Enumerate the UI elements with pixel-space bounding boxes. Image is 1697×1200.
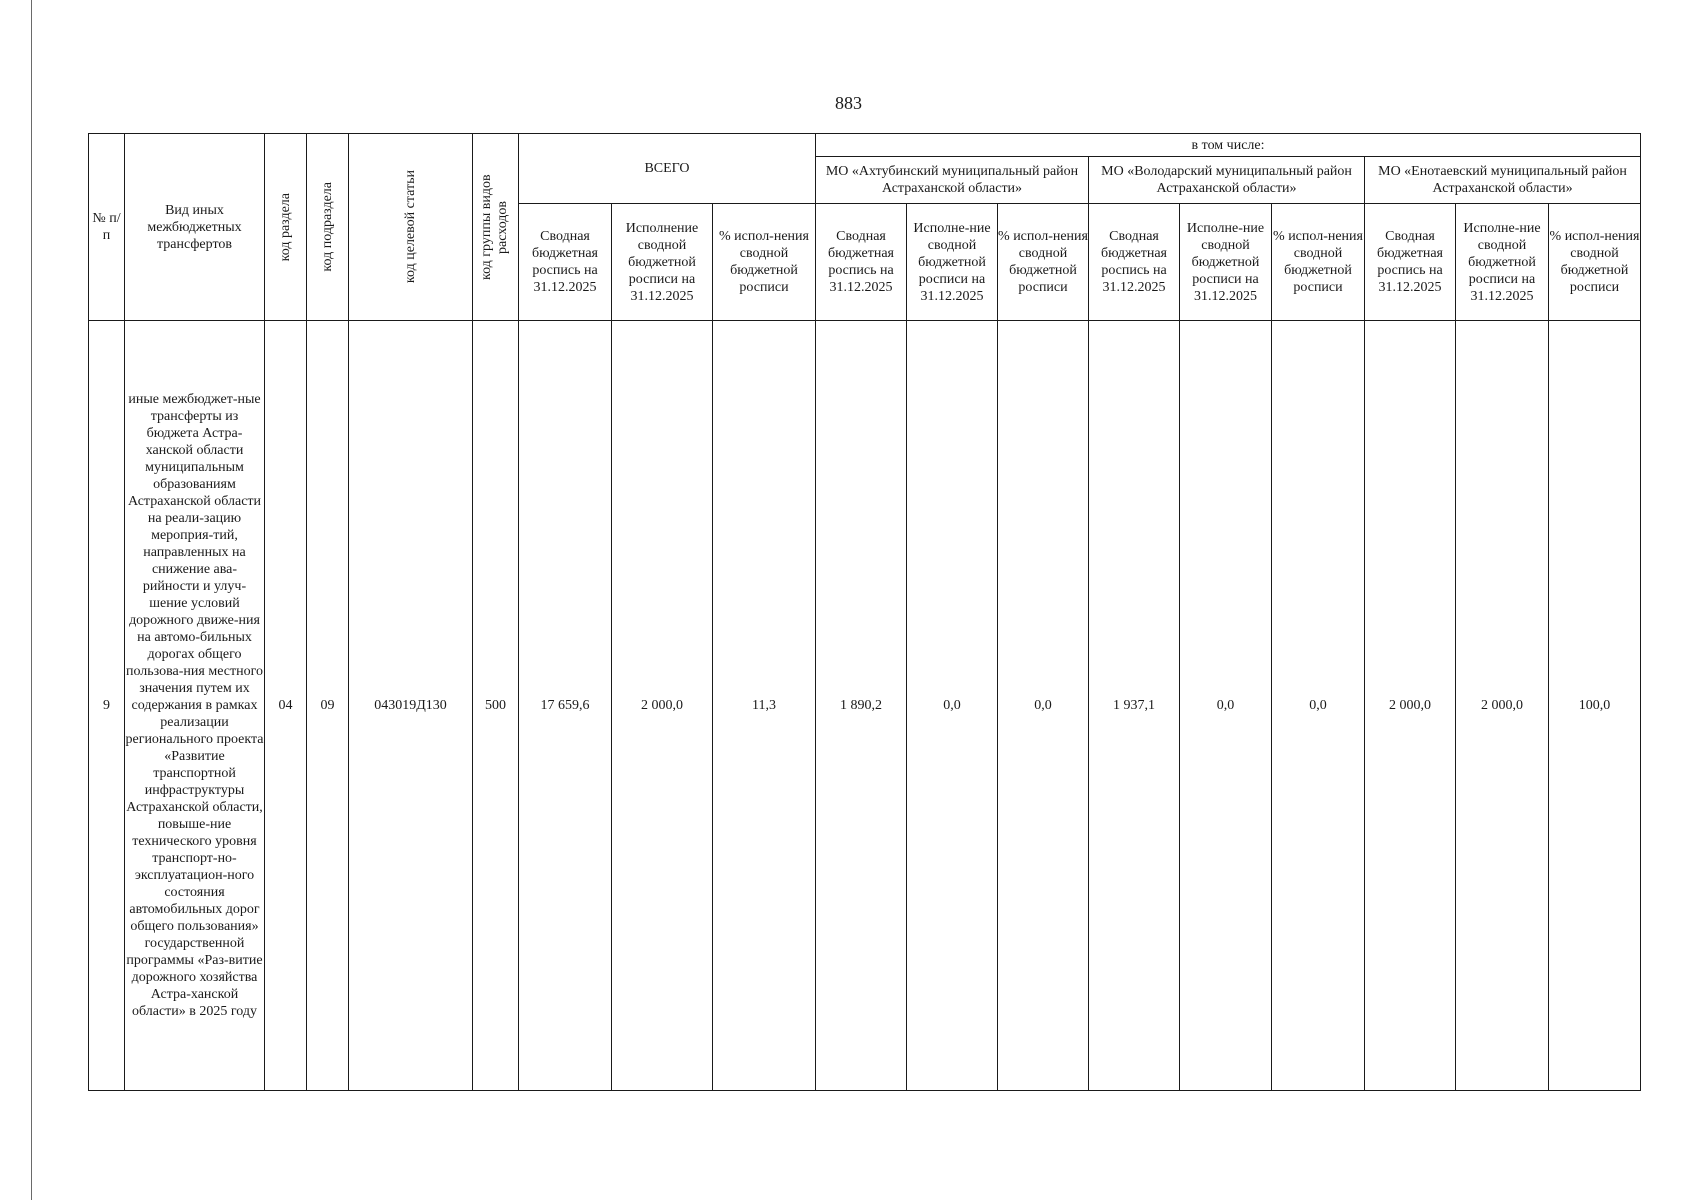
header-mo2-pct: % испол-нения сводной бюджетной росписи — [1272, 204, 1365, 321]
header-mo3-pct: % испол-нения сводной бюджетной росписи — [1549, 204, 1641, 321]
budget-table — [88, 133, 1641, 1091]
row-description: иные межбюджет-ные трансферты из бюджета Астра-ханской области муниципальным образованиям Астраханской области на реали-зацию мероприя-тий, направленных на снижение ава-рийности и улуч-шение условий дорожного движе-ния на автомо-бильных дорогах общего пользова-ния местного значения путем их содержания в рамках реализации регионального проекта «Развитие транспортной инфраструктуры Астраханской области, повыше-ние технического уровня транспорт-но-эксплуатацион-ного состояния автомобильных дорог общего пользования» государственной программы «Раз-витие дорожного хозяйства Астра-ханской области» в 2025 году — [125, 321, 265, 1091]
header-total-plan: Сводная бюджетная роспись на 31.12.2025 — [519, 204, 612, 321]
row-mo3-pct: 100,0 — [1549, 321, 1641, 1091]
header-section-code-label: код раздела — [278, 192, 293, 262]
table-row — [89, 321, 1641, 1091]
header-mo1-plan: Сводная бюджетная роспись на 31.12.2025 — [816, 204, 907, 321]
header-total-pct: % испол-нения сводной бюджетной росписи — [713, 204, 816, 321]
row-mo3-plan: 2 000,0 — [1365, 321, 1456, 1091]
row-mo2-pct: 0,0 — [1272, 321, 1365, 1091]
header-target-code — [349, 134, 473, 321]
header-total-exec: Исполнение сводной бюджетной росписи на 31.12.2025 — [612, 204, 713, 321]
header-including: в том числе: — [816, 134, 1641, 157]
row-mo1-plan: 1 890,2 — [816, 321, 907, 1091]
row-mo2-plan: 1 937,1 — [1089, 321, 1180, 1091]
row-mo2-exec: 0,0 — [1180, 321, 1272, 1091]
binding-line — [31, 0, 32, 1200]
header-expense-group-code-label: код группы видов расходов — [478, 174, 510, 280]
header-num: № п/п — [89, 134, 125, 321]
row-expense-group-code: 500 — [473, 321, 519, 1091]
header-target-code-label: код целевой статьи — [403, 170, 418, 284]
row-total-pct: 11,3 — [713, 321, 816, 1091]
row-total-plan: 17 659,6 — [519, 321, 612, 1091]
row-mo1-exec: 0,0 — [907, 321, 998, 1091]
row-total-exec: 2 000,0 — [612, 321, 713, 1091]
header-mo-akhtubinsky: МО «Ахтубинский муниципальный район Астраханской области» — [816, 157, 1089, 204]
header-transfer-type: Вид иных межбюджетных трансфертов — [125, 134, 265, 321]
header-mo3-plan: Сводная бюджетная роспись на 31.12.2025 — [1365, 204, 1456, 321]
header-mo-enotaevsky: МО «Енотаевский муниципальный район Астраханской области» — [1365, 157, 1641, 204]
row-subsection-code: 09 — [307, 321, 349, 1091]
header-section-code — [265, 134, 307, 321]
header-mo-volodarsky: МО «Володарский муниципальный район Астраханской области» — [1089, 157, 1365, 204]
row-section-code: 04 — [265, 321, 307, 1091]
row-target-code: 043019Д130 — [349, 321, 473, 1091]
row-mo1-pct: 0,0 — [998, 321, 1089, 1091]
page-number: 883 — [835, 93, 862, 113]
header-subsection-code — [307, 134, 349, 321]
header-mo2-exec: Исполне-ние сводной бюджетной росписи на 31.12.2025 — [1180, 204, 1272, 321]
header-mo2-plan: Сводная бюджетная роспись на 31.12.2025 — [1089, 204, 1180, 321]
header-expense-group-code — [473, 134, 519, 321]
header-total: ВСЕГО — [519, 134, 816, 204]
header-subsection-code-label: код подраздела — [320, 182, 335, 272]
header-mo1-pct: % испол-нения сводной бюджетной росписи — [998, 204, 1089, 321]
header-mo3-exec: Исполне-ние сводной бюджетной росписи на 31.12.2025 — [1456, 204, 1549, 321]
row-mo3-exec: 2 000,0 — [1456, 321, 1549, 1091]
header-mo1-exec: Исполне-ние сводной бюджетной росписи на 31.12.2025 — [907, 204, 998, 321]
row-num: 9 — [89, 321, 125, 1091]
